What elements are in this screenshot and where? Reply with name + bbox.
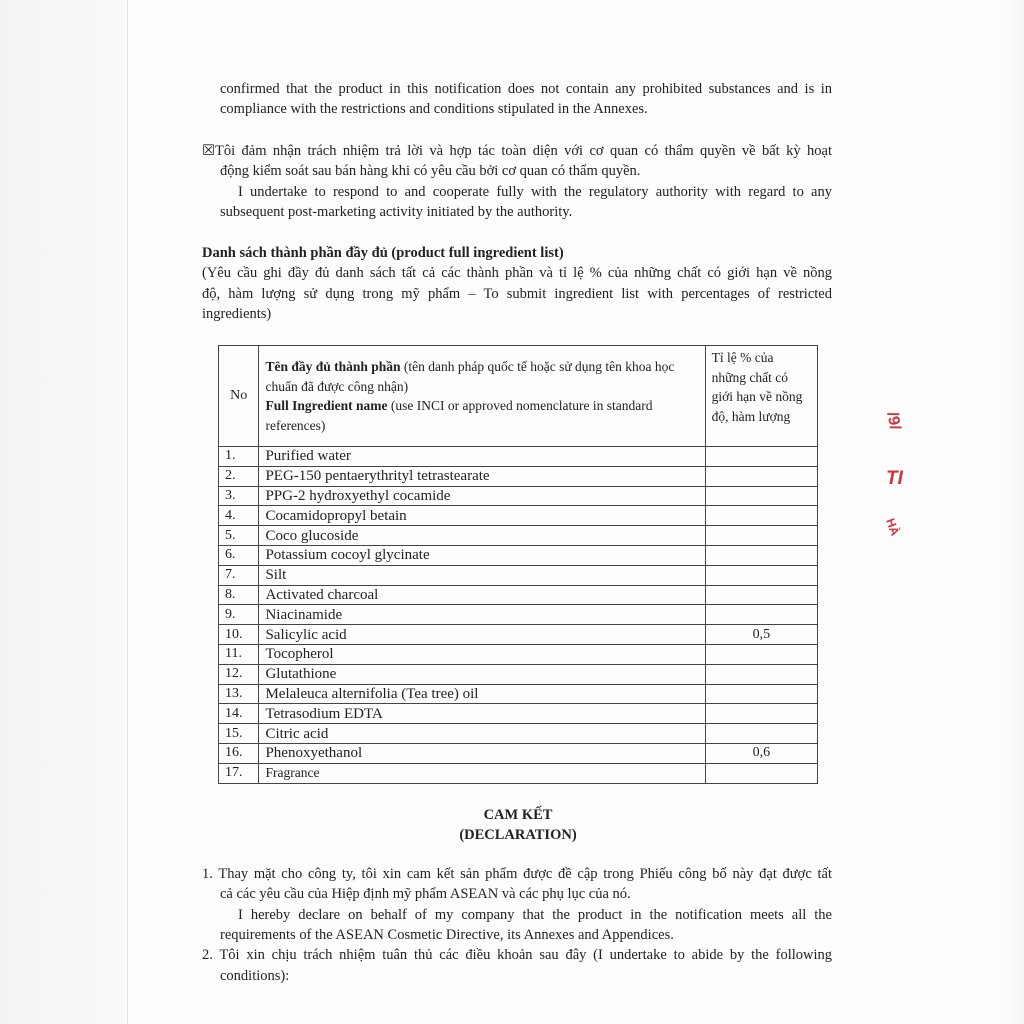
table-row — [219, 506, 818, 526]
intro-line-1: confirmed that the product in this notification does not contain any prohibited substances and is in — [220, 81, 832, 97]
header-name-vi-bold: Tên đầy đủ thành phần — [265, 359, 401, 374]
header-ingredient-name — [259, 346, 705, 447]
row-number: 12. — [219, 664, 259, 684]
undertaking-en-line-1: I undertake to respond to and cooperate fully with the regulatory authority with regard to any — [238, 184, 832, 200]
row-ingredient-name: Purified water — [259, 447, 705, 467]
row-percentage — [705, 664, 817, 684]
table-row — [219, 585, 818, 605]
row-percentage — [705, 526, 817, 546]
header-no: No — [219, 346, 259, 447]
row-number: 5. — [219, 526, 259, 546]
row-percentage — [705, 724, 817, 744]
ingredient-note-line-3: ingredients) — [202, 306, 272, 322]
header-name-en-rest: (use INCI or approved nomenclature in standard references) — [265, 398, 653, 433]
row-ingredient-name: PPG-2 hydroxyethyl cocamide — [259, 486, 705, 506]
undertaking-vi-line-2: động kiểm soát sau bán hàng khi có yêu cầu bởi cơ quan có thẩm quyền. — [220, 163, 641, 179]
row-ingredient-name: Silt — [259, 565, 705, 585]
row-number: 3. — [219, 486, 259, 506]
stamp-fragment-3: HÀ — [883, 516, 903, 538]
row-percentage — [705, 447, 817, 467]
row-number: 8. — [219, 585, 259, 605]
row-ingredient-name: Fragrance — [259, 763, 705, 783]
row-ingredient-name: Glutathione — [259, 664, 705, 684]
row-percentage — [705, 545, 817, 565]
row-percentage — [705, 565, 817, 585]
row-ingredient-name: Melaleuca alternifolia (Tea tree) oil — [259, 684, 705, 704]
row-percentage — [705, 486, 817, 506]
declaration-title-vi: CAM KẾT — [483, 807, 553, 823]
row-number: 6. — [219, 545, 259, 565]
row-percentage — [705, 506, 817, 526]
undertaking-vi-text: Tôi đảm nhận trách nhiệm trả lời và hợp tác toàn diện với cơ quan có thẩm quyền về bất kỳ hoạt — [215, 143, 832, 159]
intro-line-2: compliance with the restrictions and conditions stipulated in the Annexes. — [220, 101, 648, 117]
row-percentage — [705, 585, 817, 605]
row-number: 4. — [219, 506, 259, 526]
row-ingredient-name: Tocopherol — [259, 644, 705, 664]
row-percentage: 0,6 — [705, 743, 817, 763]
table-row — [219, 447, 818, 467]
ingredient-note-line-2: độ, hàm lượng sử dụng trong mỹ phẩm – To submit ingredient list with percentages of restricted — [202, 286, 832, 302]
table-row — [219, 704, 818, 724]
table-row — [219, 466, 818, 486]
table-row — [219, 605, 818, 625]
row-percentage: 0,5 — [705, 625, 817, 645]
row-number: 1. — [219, 447, 259, 467]
header-name-vi-rest: (tên danh pháp quốc tế hoặc sử dụng tên khoa học chuẩn đã được công nhận) — [265, 359, 675, 394]
stamp-fragment-2: TI — [886, 468, 903, 489]
table-row — [219, 644, 818, 664]
declaration-item-2-line-1: 2. Tôi xin chịu trách nhiệm tuân thủ các điều khoản sau đây (I undertake to abide by the following — [202, 947, 832, 963]
table-row — [219, 743, 818, 763]
row-ingredient-name: Salicylic acid — [259, 625, 705, 645]
table-body — [219, 447, 818, 784]
row-percentage — [705, 644, 817, 664]
row-number: 9. — [219, 605, 259, 625]
row-number: 17. — [219, 763, 259, 783]
row-ingredient-name: Potassium cocoyl glycinate — [259, 545, 705, 565]
header-name-en-bold: Full Ingredient name — [265, 398, 388, 413]
table-row — [219, 724, 818, 744]
row-number: 11. — [219, 644, 259, 664]
row-ingredient-name: Tetrasodium EDTA — [259, 704, 705, 724]
undertaking-en-line-2: subsequent post-marketing activity initiated by the authority. — [220, 204, 573, 220]
row-ingredient-name: Phenoxyethanol — [259, 743, 705, 763]
table-row — [219, 684, 818, 704]
table-row — [219, 625, 818, 645]
stamp-fragment-1: /9/ — [883, 410, 904, 432]
ingredient-note-line-1: (Yêu cầu ghi đầy đủ danh sách tất cả các thành phần và tỉ lệ % của những chất có giới hạn về nồng — [202, 265, 832, 281]
row-percentage — [705, 466, 817, 486]
checked-checkbox-icon: ☒ — [202, 143, 215, 159]
table-header-row — [219, 346, 818, 447]
row-number: 14. — [219, 704, 259, 724]
table-row — [219, 664, 818, 684]
row-number: 13. — [219, 684, 259, 704]
row-number: 2. — [219, 466, 259, 486]
undertaking-vi-line-1 — [202, 141, 832, 162]
row-number: 15. — [219, 724, 259, 744]
declaration-title-en: (DECLARATION) — [459, 827, 577, 843]
row-ingredient-name: Citric acid — [259, 724, 705, 744]
table-row — [219, 545, 818, 565]
declaration-item-1-en-line-1: I hereby declare on behalf of my company that the product in the notification meets all the — [238, 907, 832, 923]
row-ingredient-name: Niacinamide — [259, 605, 705, 625]
declaration-item-1-vi-line-1: 1. Thay mặt cho công ty, tôi xin cam kết sản phẩm được đề cập trong Phiếu công bố này đạt được tất — [202, 866, 832, 882]
table-row — [219, 763, 818, 783]
row-number: 16. — [219, 743, 259, 763]
binding-edge — [127, 0, 128, 1024]
row-ingredient-name: Cocamidopropyl betain — [259, 506, 705, 526]
table-row — [219, 486, 818, 506]
ingredient-list-heading: Danh sách thành phần đầy đủ (product full ingredient list) — [202, 245, 564, 261]
row-percentage — [705, 763, 817, 783]
header-percentage: Tỉ lệ % của những chất có giới hạn về nồng độ, hàm lượng — [705, 346, 817, 447]
declaration-item-1-vi-line-2: cả các yêu cầu của Hiệp định mỹ phẩm ASEAN và các phụ lục của nó. — [220, 886, 631, 902]
row-ingredient-name: Coco glucoside — [259, 526, 705, 546]
ingredient-table — [218, 345, 818, 784]
declaration-item-1-en-line-2: requirements of the ASEAN Cosmetic Directive, its Annexes and Appendices. — [220, 927, 674, 943]
row-ingredient-name: Activated charcoal — [259, 585, 705, 605]
row-number: 7. — [219, 565, 259, 585]
table-row — [219, 565, 818, 585]
declaration-item-2-line-2: conditions): — [220, 968, 290, 984]
table-row — [219, 526, 818, 546]
row-number: 10. — [219, 625, 259, 645]
row-ingredient-name: PEG-150 pentaerythrityl tetrastearate — [259, 466, 705, 486]
row-percentage — [705, 704, 817, 724]
row-percentage — [705, 684, 817, 704]
row-percentage — [705, 605, 817, 625]
